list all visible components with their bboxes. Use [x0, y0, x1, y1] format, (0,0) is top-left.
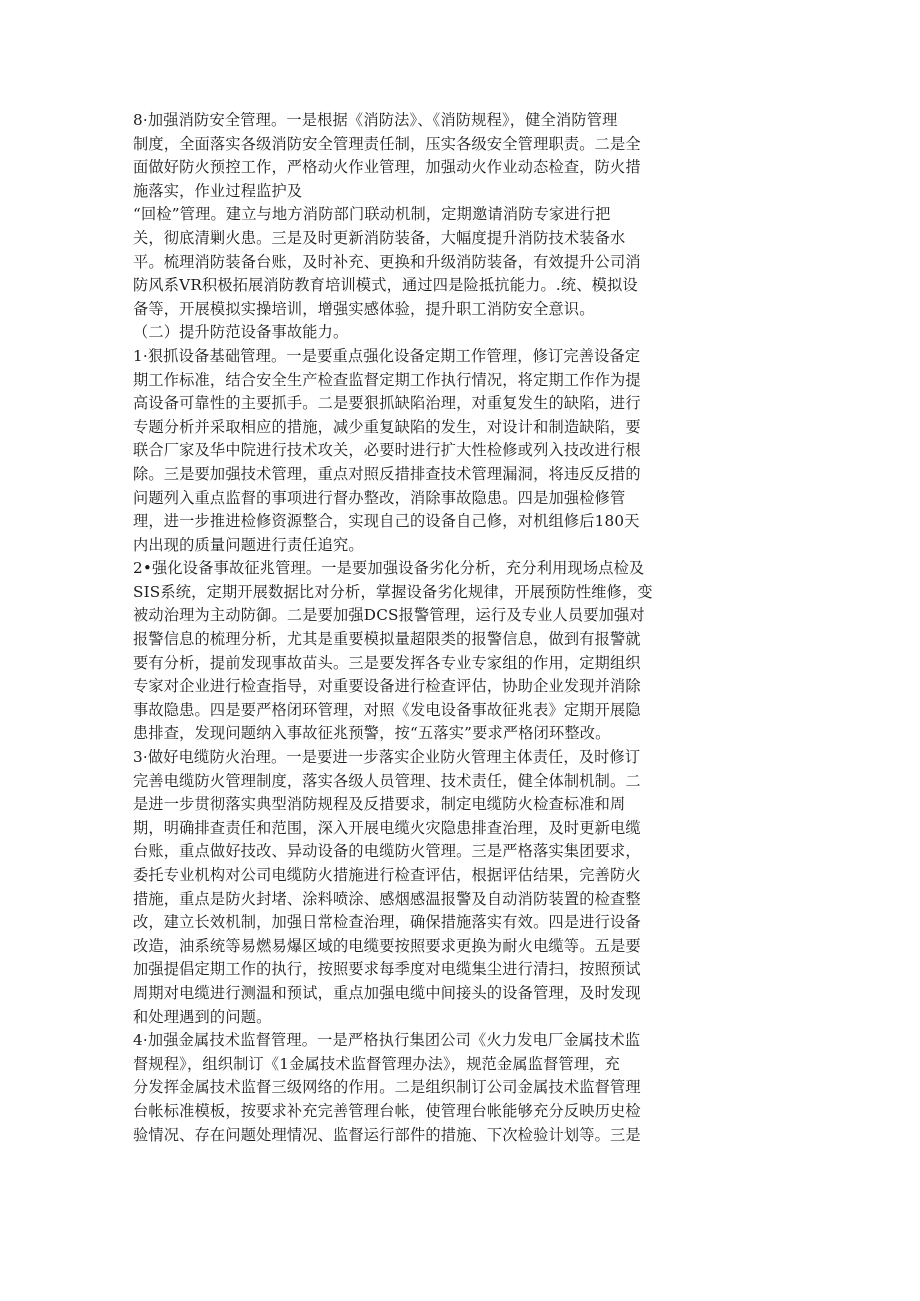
- text-line: 期工作标准，结合安全生产检查监督定期工作执行情况，将定期工作作为提: [133, 370, 641, 389]
- text-line: 平。梳理消防装备台账，及时补充、更换和升级消防装备，有效提升公司消: [133, 252, 641, 271]
- text-line: 制度，全面落实各级消防安全管理责任制，压实各级安全管理职责。二是全: [133, 134, 641, 153]
- text-line: 改，建立长效机制，加强日常检查治理，确保措施落实有效。四是进行设备: [133, 913, 641, 932]
- text-line: 备等，开展模拟实操培训，增强实感体验，提升职工消防安全意识。: [133, 299, 595, 318]
- text-line: 加强提倡定期工作的执行，按照要求每季度对电缆集尘进行清扫，按照预试: [133, 960, 641, 979]
- text-line: 高设备可靠性的主要抓手。二是要狠抓缺陷治理，对重复发生的缺陷，进行: [133, 394, 641, 413]
- text-line: 被动治理为主动防御。二是要加强DCS报警管理，运行及专业人员要加强对: [133, 606, 645, 625]
- document-body: [133, 109, 651, 1147]
- text-line: 面做好防火预控工作，严格动火作业管理，加强动火作业动态检查，防火措: [133, 158, 641, 177]
- text-line: 施落实，作业过程监护及: [133, 181, 303, 200]
- text-line: 2•强化设备事故征兆管理。一是要加强设备劣化分析，充分利用现场点检及: [133, 559, 645, 578]
- text-line: 联合厂家及华中院进行技术攻关，必要时进行扩大性检修或列入技改进行根: [133, 441, 641, 460]
- text-line: 问题列入重点监督的事项进行督办整改，消除事故隐患。四是加强检修管: [133, 488, 626, 507]
- text-line: 患排查，发现问题纳入事故征兆预警，按“五落实”要求严格闭环整改。: [133, 724, 611, 743]
- text-line: 内出现的质量问题进行责任追究。: [133, 535, 364, 554]
- text-line: 周期对电缆进行测温和预试，重点加强电缆中间接头的设备管理，及时发现: [133, 983, 641, 1002]
- text-line: 是进一步贯彻落实典型消防规程及反措要求，制定电缆防火检查标准和周: [133, 795, 626, 814]
- text-line: 措施，重点是防火封堵、涂料喷涂、感烟感温报警及自动消防装置的检查整: [133, 889, 641, 908]
- text-line: 完善电缆防火管理制度，落实各级人员管理、技术责任，健全体制机制。二: [133, 771, 641, 790]
- text-line: 要有分析，提前发现事故苗头。三是要发挥各专业专家组的作用，定期组织: [133, 653, 641, 672]
- text-line: 报警信息的梳理分析，尤其是重要模拟量超限类的报警信息，做到有报警就: [133, 630, 641, 649]
- text-line: 理，进一步推进检修资源整合，实现自己的设备自己修，对机组修后180天: [133, 512, 640, 531]
- text-line: 和处理遇到的问题。: [133, 1007, 272, 1026]
- text-line: 专家对企业进行检查指导，对重要设备进行检查评估，协助企业发现并消除: [133, 677, 641, 696]
- text-line: 委托专业机构对公司电缆防火措施进行检查评估，根据评估结果，完善防火: [133, 866, 641, 884]
- text-line: 3·做好电缆防火治理。一是要进一步落实企业防火管理主体责任，及时修订: [133, 748, 641, 767]
- text-line: 台账，重点做好技改、异动设备的电缆防火管理。三是严格落实集团要求，: [133, 842, 641, 861]
- text-line: 台帐标准模板，按要求补充完善管理台帐，使管理台帐能够充分反映历史检: [133, 1101, 641, 1120]
- text-line: 改造，油系统等易燃易爆区域的电缆要按照要求更换为耐火电缆等。五是要: [133, 936, 641, 955]
- text-line: 验情况、存在问题处理情况、监督运行部件的措施、下次检验计划等。三是: [133, 1125, 641, 1144]
- text-line: 1·狠抓设备基础管理。一是要重点强化设备定期工作管理，修订完善设备定: [133, 346, 641, 365]
- text-line: 专题分析并采取相应的措施，减少重复缺陷的发生，对设计和制造缺陷，要: [133, 417, 641, 436]
- text-line: “回检”管理。建立与地方消防部门联动机制，定期邀请消防专家进行把: [133, 205, 611, 224]
- text-line: SIS系统，定期开展数据比对分析，掌握设备劣化规律，开展预防性维修，变: [133, 582, 653, 601]
- text-line: 分发挥金属技术监督三级网络的作用。二是组织制订公司金属技术监督管理: [133, 1078, 641, 1097]
- text-line: 督规程》，组织制订《1金属技术监督管理办法》，规范金属监督管理，充: [133, 1054, 621, 1073]
- text-line: 8·加强消防安全管理。一是根据《消防法》、《消防规程》，健全消防管理: [133, 111, 618, 129]
- text-line: 事故隐患。四是要严格闭环管理，对照《发电设备事故征兆表》定期开展隐: [133, 700, 641, 719]
- text-line: 期，明确排查责任和范围，深入开展电缆火灾隐患排查治理，及时更新电缆: [133, 818, 641, 837]
- section-heading: （二）提升防范设备事故能力。: [133, 323, 349, 342]
- text-line: 除。三是要加强技术管理，重点对照反措排查技术管理漏洞，将违反反措的: [133, 464, 641, 483]
- text-line: 关，彻底清剿火患。三是及时更新消防装备，大幅度提升消防技术装备水: [133, 228, 626, 247]
- text-line: 4·加强金属技术监督管理。一是严格执行集团公司《火力发电厂金属技术监: [133, 1031, 641, 1050]
- text-line: 防风系VR积极拓展消防教育培训模式，通过四是险抵抗能力。.统、模拟设: [133, 276, 638, 295]
